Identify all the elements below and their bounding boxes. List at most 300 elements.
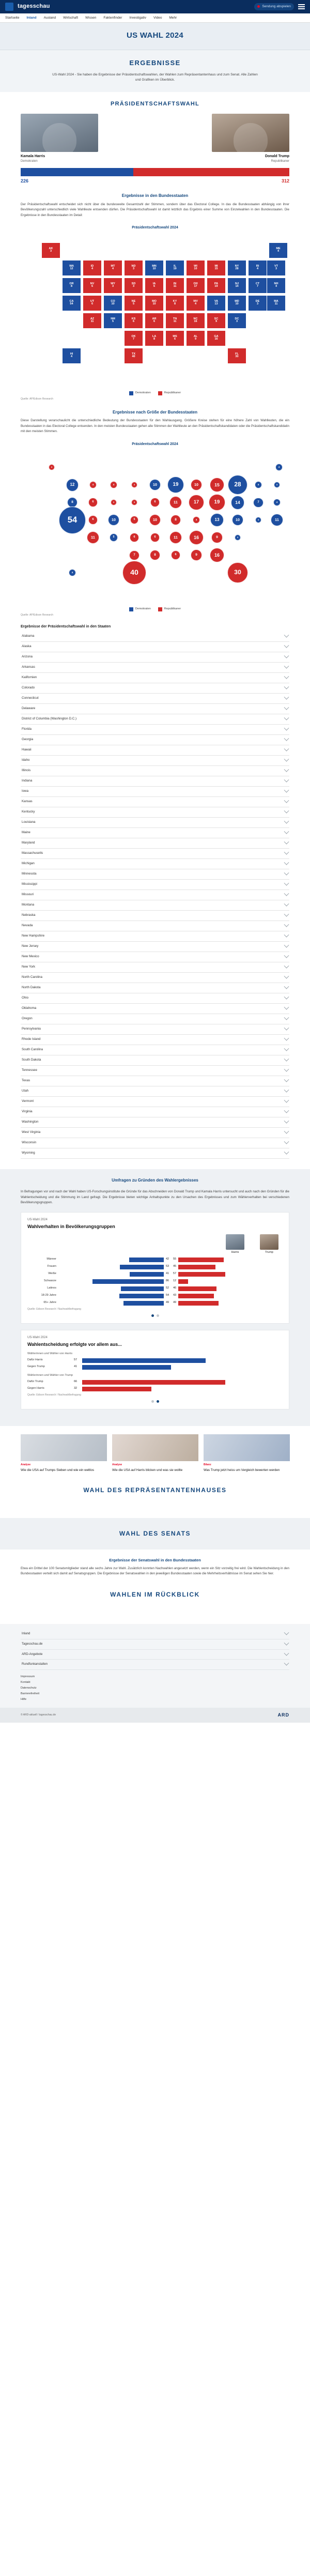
- chevron-down-icon: [284, 746, 289, 752]
- chevron-down-icon: [284, 974, 289, 979]
- bubble-state-wi[interactable]: 10: [191, 479, 203, 491]
- bubble-state-ia[interactable]: 6: [150, 498, 160, 507]
- state-accordion-row[interactable]: [21, 859, 289, 869]
- group-chart-row: [27, 1258, 283, 1262]
- state-accordion-row[interactable]: [21, 1107, 289, 1117]
- footer-row[interactable]: [21, 1639, 289, 1650]
- card1-cand-right: Trump: [265, 1250, 273, 1254]
- map-state-oh[interactable]: OH 17: [186, 278, 205, 294]
- chevron-down-icon: [284, 870, 289, 876]
- map-state-fl[interactable]: FL 30: [227, 348, 246, 364]
- map-state-va[interactable]: VA 13: [207, 295, 226, 311]
- state-accordion-row[interactable]: [21, 931, 289, 942]
- teaser-item[interactable]: [204, 1434, 290, 1473]
- teaser-title: Was Trump jetzt heiss um Vergleich bewerten werden: [204, 1468, 280, 1472]
- chevron-down-icon: [284, 953, 289, 958]
- motivation-row: [27, 1365, 283, 1370]
- footer-link-datenschutz[interactable]: Datenschutz: [21, 1686, 37, 1690]
- copyright: © ARD-aktuell / tagesschau.de: [21, 1713, 56, 1717]
- state-accordion-row[interactable]: [21, 880, 289, 890]
- bubble-state-ut[interactable]: 6: [88, 515, 98, 525]
- teaser-row-1: [21, 1434, 289, 1473]
- state-accordion-row[interactable]: [21, 652, 289, 663]
- bubble-state-fl[interactable]: 30: [227, 562, 247, 582]
- polls-heading: Umfragen zu Gründen des Wahlergebnisses: [112, 1177, 198, 1183]
- nav-item-wissen[interactable]: Wissen: [85, 16, 97, 20]
- state-accordion-row[interactable]: [21, 1024, 289, 1035]
- bubble-state-tn[interactable]: 11: [169, 531, 182, 544]
- state-accordion-row[interactable]: [21, 1076, 289, 1086]
- bubble-state-dc[interactable]: 3: [235, 534, 241, 541]
- legend-dem: Demokraten: [135, 391, 151, 394]
- state-accordion-label: Colorado: [22, 686, 35, 690]
- chevron-down-icon: [284, 1056, 289, 1062]
- chevron-down-icon: [284, 653, 289, 658]
- group-label: Latinos: [47, 1286, 56, 1290]
- bubble-state-va[interactable]: 13: [210, 513, 224, 527]
- bubble-state-nc[interactable]: 16: [189, 530, 204, 545]
- bar-harris: [129, 1258, 164, 1262]
- footer-row[interactable]: [21, 1650, 289, 1660]
- map-state-wi[interactable]: WI 10: [186, 260, 205, 276]
- chevron-down-icon: [284, 860, 289, 865]
- bubble-state-sd[interactable]: 3: [131, 499, 137, 505]
- chevron-down-icon: [284, 726, 289, 731]
- map-state-ia[interactable]: IA 6: [145, 278, 164, 294]
- map-state-wv[interactable]: WV 4: [186, 295, 205, 311]
- state-accordion-row[interactable]: [21, 869, 289, 880]
- chevron-down-icon: [284, 777, 289, 783]
- map-state-ak[interactable]: AK 3: [41, 242, 60, 258]
- bubble-state-il[interactable]: 19: [167, 477, 183, 493]
- state-accordion-row[interactable]: [21, 797, 289, 807]
- map-state-ri[interactable]: RI 4: [248, 260, 267, 276]
- electoral-bar-dem: [21, 168, 133, 176]
- map-state-md[interactable]: MD 10: [227, 295, 246, 311]
- live-dot-icon: [257, 5, 260, 8]
- state-accordion-row[interactable]: [21, 911, 289, 921]
- map-state-la[interactable]: LA 8: [145, 330, 164, 346]
- bubble-state-md[interactable]: 10: [232, 514, 244, 526]
- state-accordion-row[interactable]: [21, 973, 289, 983]
- bubble-state-oh[interactable]: 17: [189, 495, 204, 510]
- chevron-down-icon: [284, 1149, 289, 1154]
- footer-row-label: Inland: [22, 1632, 30, 1636]
- ard-logo: ARD: [277, 1712, 289, 1718]
- map-state-ct[interactable]: CT 7: [248, 278, 267, 294]
- bubble-state-me[interactable]: 4: [275, 464, 283, 471]
- chevron-down-icon: [284, 1118, 289, 1123]
- state-accordion-row[interactable]: [21, 1138, 289, 1148]
- bubble-state-pa[interactable]: 19: [209, 494, 225, 510]
- map-state-nh[interactable]: NH 4: [267, 278, 286, 294]
- state-accordion-row[interactable]: [21, 993, 289, 1004]
- chevron-down-icon: [284, 705, 289, 710]
- card1-pagination[interactable]: [27, 1314, 283, 1317]
- chevron-down-icon: [284, 736, 289, 741]
- trump-name: Donald Trump: [265, 155, 289, 159]
- chevron-down-icon: [284, 1650, 289, 1655]
- site-logo-text[interactable]: tagesschau: [18, 3, 50, 10]
- bar-harris: [123, 1301, 164, 1306]
- state-accordion-row[interactable]: [21, 673, 289, 683]
- map-state-ks[interactable]: KS 6: [124, 313, 143, 329]
- state-accordion-row[interactable]: [21, 787, 289, 797]
- bar-trump: [178, 1279, 188, 1284]
- value-harris: 52: [165, 1286, 169, 1290]
- map-state-ca[interactable]: CA 54: [62, 295, 81, 311]
- state-accordion-row[interactable]: [21, 663, 289, 673]
- value-harris: 53: [165, 1265, 169, 1268]
- bubble-state-mi[interactable]: 15: [210, 478, 224, 492]
- map-state-dc[interactable]: DC 3: [227, 313, 246, 329]
- state-accordion-row[interactable]: [21, 828, 289, 838]
- pagination-dot-1[interactable]: [151, 1314, 154, 1317]
- motivation-label: Gegen Harris: [27, 1387, 44, 1390]
- map-state-ar[interactable]: AR 6: [145, 313, 164, 329]
- chevron-down-icon: [284, 715, 289, 720]
- teaser-tag: Analyse: [112, 1463, 122, 1466]
- nav-item-investigativ[interactable]: Investigativ: [129, 16, 146, 20]
- state-accordion-row[interactable]: [21, 1055, 289, 1066]
- map-state-ky[interactable]: KY 8: [165, 295, 184, 311]
- card1-candidate-heads: [27, 1234, 283, 1255]
- harris-name: Kamala Harris: [21, 155, 45, 159]
- bubble-state-sc[interactable]: 9: [211, 532, 223, 543]
- group-label: Weiße: [48, 1272, 56, 1276]
- state-accordion-row[interactable]: [21, 704, 289, 714]
- state-accordion-row[interactable]: [21, 818, 289, 828]
- footer-row[interactable]: [21, 1660, 289, 1670]
- state-accordion-row[interactable]: [21, 766, 289, 776]
- bar-trump: [178, 1294, 214, 1298]
- state-accordion-label: Georgia: [22, 738, 34, 742]
- map-state-id[interactable]: ID 4: [83, 260, 102, 276]
- state-accordion-row[interactable]: [21, 714, 289, 725]
- bubble-state-nh[interactable]: 4: [273, 499, 281, 506]
- trump-party: Republikaner: [271, 160, 289, 163]
- bubble-state-wa[interactable]: 12: [66, 479, 79, 492]
- state-accordion-row[interactable]: [21, 1097, 289, 1107]
- bubble-state-co[interactable]: 10: [108, 514, 120, 526]
- state-accordion-label: Kalifornien: [22, 676, 37, 680]
- group-vote-chart: [27, 1258, 283, 1306]
- state-accordion-row[interactable]: [21, 890, 289, 900]
- bubble-state-mn[interactable]: 10: [149, 479, 161, 491]
- nav-item-faktenfinder[interactable]: Faktenfinder: [103, 16, 122, 20]
- footer-link-kontakt[interactable]: Kontakt: [21, 1681, 30, 1684]
- chevron-down-icon: [284, 1108, 289, 1113]
- value-harris: 42: [165, 1258, 169, 1261]
- footer-link-hilfe[interactable]: Hilfe: [21, 1698, 27, 1701]
- map-state-or[interactable]: OR 8: [62, 278, 81, 294]
- map-state-pa[interactable]: PA 19: [207, 278, 226, 294]
- map-state-ga[interactable]: GA 16: [207, 330, 226, 346]
- value-harris: 54: [165, 1294, 169, 1297]
- map-state-hi[interactable]: HI 4: [62, 348, 81, 364]
- map1-caption: Präsidentschaftswahl 2024: [132, 226, 178, 230]
- state-accordion-row[interactable]: [21, 694, 289, 704]
- map-state-me[interactable]: ME 4: [269, 242, 288, 258]
- map-state-sc[interactable]: SC 9: [207, 313, 226, 329]
- state-accordion-label: North Dakota: [22, 985, 41, 989]
- state-accordion-row[interactable]: [21, 776, 289, 787]
- harris-thumb: [226, 1234, 244, 1250]
- state-accordion-label: Alaska: [22, 645, 32, 649]
- pagination-dot-a[interactable]: [151, 1400, 154, 1403]
- state-accordion-row[interactable]: [21, 983, 289, 993]
- bubble-state-ks[interactable]: 6: [130, 533, 139, 542]
- state-accordion-row[interactable]: [21, 942, 289, 952]
- state-accordion-label: Washington: [22, 1120, 39, 1124]
- map-state-ne[interactable]: NE 5: [124, 295, 143, 311]
- bubble-state-al[interactable]: 9: [191, 549, 202, 561]
- pagination-dot-2[interactable]: [157, 1314, 159, 1317]
- nav-item-inland[interactable]: Inland: [26, 16, 37, 20]
- bubble-state-az[interactable]: 11: [87, 531, 99, 544]
- bubble-state-ri[interactable]: 4: [255, 481, 262, 488]
- bubble-state-vt[interactable]: 3: [274, 482, 280, 488]
- map-state-tn[interactable]: TN 11: [165, 313, 184, 329]
- state-accordion-label: District of Columbia (Washington D.C.): [22, 717, 77, 721]
- bubble-state-mo[interactable]: 10: [149, 514, 161, 526]
- hamburger-menu-icon[interactable]: [298, 4, 305, 9]
- map-state-sd[interactable]: SD 3: [124, 278, 143, 294]
- state-accordion-row[interactable]: [21, 1066, 289, 1076]
- chevron-down-icon: [284, 1077, 289, 1082]
- value-harris: 41: [165, 1272, 169, 1276]
- value-trump: 55: [173, 1258, 177, 1261]
- chevron-down-icon: [284, 1067, 289, 1072]
- pagination-dot-b[interactable]: [157, 1400, 159, 1403]
- nav-item-startseite[interactable]: Startseite: [5, 16, 20, 20]
- results-section-header: [0, 50, 310, 93]
- chevron-down-icon: [284, 695, 289, 700]
- bubble-state-ky[interactable]: 8: [171, 515, 181, 525]
- state-accordion-row[interactable]: [21, 1086, 289, 1097]
- state-accordion-row[interactable]: [21, 849, 289, 859]
- legend-rep: Republikaner: [164, 391, 181, 394]
- chevron-down-icon: [284, 1036, 289, 1041]
- bubble-state-la[interactable]: 8: [150, 550, 160, 560]
- motivation-bar: [82, 1387, 151, 1391]
- chevron-down-icon: [284, 767, 289, 772]
- state-accordion-label: Missouri: [22, 893, 34, 897]
- map-state-mo[interactable]: MO 10: [145, 295, 164, 311]
- chevron-down-icon: [284, 881, 289, 886]
- value-harris: 49: [165, 1301, 169, 1305]
- map-state-mt[interactable]: MT 4: [103, 260, 122, 276]
- chevron-down-icon: [284, 1630, 289, 1635]
- state-accordion-label: Nevada: [22, 924, 33, 928]
- chevron-down-icon: [284, 1046, 289, 1051]
- state-accordion-row[interactable]: [21, 1045, 289, 1055]
- state-accordion-row[interactable]: [21, 1128, 289, 1138]
- state-accordion-row[interactable]: [21, 745, 289, 756]
- teaser-item[interactable]: [112, 1434, 198, 1473]
- state-accordion-label: Arkansas: [22, 665, 35, 669]
- bubble-state-de[interactable]: 3: [255, 517, 261, 523]
- teaser-image: [21, 1434, 107, 1461]
- bubble-state-tx[interactable]: 40: [122, 561, 146, 585]
- state-accordion-row[interactable]: [21, 683, 289, 694]
- state-accordion-label: West Virginia: [22, 1130, 41, 1134]
- state-accordion-row[interactable]: [21, 838, 289, 849]
- footer-links: [21, 1674, 289, 1703]
- bubble-state-wv[interactable]: 4: [193, 516, 200, 524]
- poll-card-groups: [21, 1212, 289, 1324]
- state-accordion-label: Illinois: [22, 769, 31, 773]
- candidate-trump: [212, 114, 289, 164]
- map-state-nv[interactable]: NV 6: [83, 278, 102, 294]
- us-electoral-map[interactable]: [21, 233, 289, 388]
- chevron-down-icon: [284, 819, 289, 824]
- state-accordion-label: Idaho: [22, 758, 30, 762]
- tagesschau-logo-icon[interactable]: [5, 3, 13, 11]
- state-accordion-row[interactable]: [21, 735, 289, 745]
- motivation-bar: [82, 1380, 225, 1385]
- bubble-state-ok[interactable]: 7: [129, 550, 139, 560]
- bubble-state-in[interactable]: 11: [169, 496, 182, 509]
- bubble-state-hi[interactable]: 4: [69, 569, 76, 576]
- map-state-nd[interactable]: ND 3: [124, 260, 143, 276]
- state-accordion-label: Virginia: [22, 1109, 33, 1113]
- state-accordion-row[interactable]: [21, 952, 289, 962]
- bubble-state-ny[interactable]: 28: [228, 475, 247, 495]
- bubble-state-wy[interactable]: 3: [111, 499, 117, 505]
- state-accordion-label: Minnesota: [22, 872, 37, 876]
- bubble-state-ma[interactable]: 11: [271, 514, 283, 526]
- value-trump: 12: [173, 1279, 177, 1283]
- bar-harris: [92, 1279, 164, 1284]
- bubble-state-ct[interactable]: 7: [253, 498, 263, 508]
- state-accordion-row[interactable]: [21, 1014, 289, 1024]
- state-accordion-row[interactable]: [21, 921, 289, 931]
- footer-link-barrierefreiheit[interactable]: Barrierefreiheit: [21, 1692, 40, 1696]
- state-accordion-row[interactable]: [21, 1004, 289, 1014]
- state-accordion-label: Utah: [22, 1088, 29, 1093]
- footer-row[interactable]: [21, 1629, 289, 1639]
- results-intro: US-Wahl 2024 - Sie haben die Ergebnisse der Präsidentschaftswahlen, der Wahlen zum Repräsentantenhaus und zum Senat. Alle Zahlen und Grafiken im Überblick.: [52, 72, 258, 82]
- map-state-wy[interactable]: WY 3: [103, 278, 122, 294]
- nav-item-wirtschaft[interactable]: Wirtschaft: [63, 16, 79, 20]
- card2-pagination[interactable]: [27, 1400, 283, 1403]
- state-accordion-row[interactable]: [21, 1148, 289, 1159]
- state-accordion-row[interactable]: [21, 725, 289, 735]
- map-state-il[interactable]: IL 19: [165, 260, 184, 276]
- map-state-az[interactable]: AZ 11: [83, 313, 102, 329]
- teaser-item[interactable]: [21, 1434, 107, 1473]
- live-player-label: Sendung abspielen: [262, 5, 291, 9]
- bubble-state-mt[interactable]: 4: [110, 481, 117, 488]
- chevron-down-icon: [284, 633, 289, 638]
- map-state-ms[interactable]: MS 6: [165, 330, 184, 346]
- chevron-down-icon: [284, 963, 289, 969]
- state-accordion-label: Iowa: [22, 789, 29, 793]
- page-title-band: [0, 23, 310, 50]
- live-player-button[interactable]: [254, 3, 294, 10]
- footer-link-impressum[interactable]: Impressum: [21, 1675, 35, 1679]
- senate-states-box: [21, 1558, 289, 1577]
- chevron-down-icon: [284, 1640, 289, 1646]
- motivation-value: 41: [74, 1365, 78, 1369]
- bar-harris: [130, 1272, 164, 1277]
- map-state-tx[interactable]: TX 40: [124, 348, 143, 364]
- footer: [0, 1624, 310, 1723]
- motivation-value: 32: [74, 1387, 78, 1390]
- card1-kicker: US-Wahl 2024: [27, 1218, 48, 1221]
- bubble-state-nj[interactable]: 14: [231, 496, 245, 510]
- state-accordion-row[interactable]: [21, 642, 289, 652]
- bubble-state-ca[interactable]: 54: [59, 507, 86, 534]
- map-state-al[interactable]: AL 9: [186, 330, 205, 346]
- chevron-down-icon: [284, 922, 289, 927]
- harris-party: Demokraten: [21, 160, 38, 163]
- state-accordion-label: Maine: [22, 831, 30, 835]
- map-state-ma[interactable]: MA 11: [267, 295, 286, 311]
- state-accordion-label: Ohio: [22, 995, 29, 1000]
- bubble-state-ak[interactable]: 3: [49, 464, 55, 470]
- bubble-state-ar[interactable]: 6: [150, 533, 160, 542]
- map-state-in[interactable]: IN 11: [165, 278, 184, 294]
- bubble-state-or[interactable]: 8: [67, 497, 78, 508]
- chevron-down-icon: [284, 1005, 289, 1010]
- bubble-state-id[interactable]: 4: [89, 481, 97, 488]
- nav-item-video[interactable]: Video: [153, 16, 162, 20]
- map-state-mn[interactable]: MN 10: [145, 260, 164, 276]
- map-state-vt[interactable]: VT 3: [267, 260, 286, 276]
- bubble-state-ne[interactable]: 5: [130, 516, 138, 524]
- card1-cand-left: Harris: [231, 1250, 239, 1254]
- bubble-state-ga[interactable]: 16: [210, 548, 225, 563]
- nav-item-mehr[interactable]: Mehr: [169, 16, 177, 20]
- state-accordion-row[interactable]: [21, 756, 289, 766]
- motivation-value: 57: [74, 1358, 78, 1362]
- map-state-nc[interactable]: NC 16: [186, 313, 205, 329]
- motivation-bar: [82, 1358, 206, 1363]
- map-state-wa[interactable]: WA 12: [62, 260, 81, 276]
- us-bubble-map[interactable]: [21, 449, 289, 604]
- state-accordion-label: Vermont: [22, 1099, 34, 1103]
- chevron-down-icon: [284, 994, 289, 1000]
- bubble-state-nd[interactable]: 3: [131, 482, 137, 488]
- candidate-harris: [21, 114, 98, 164]
- state-accordion-row[interactable]: [21, 807, 289, 818]
- state-accordion-row[interactable]: [21, 1035, 289, 1045]
- map-state-nj[interactable]: NJ 14: [227, 278, 246, 294]
- state-accordion-label: Massachusetts: [22, 851, 43, 855]
- state-accordion-row[interactable]: [21, 962, 289, 973]
- state-accordion-label: Oregon: [22, 1016, 33, 1020]
- map-state-de[interactable]: DE 3: [248, 295, 267, 311]
- map-state-co[interactable]: CO 10: [103, 295, 122, 311]
- state-accordion-row[interactable]: [21, 900, 289, 911]
- nav-item-ausland[interactable]: Ausland: [43, 16, 56, 20]
- map-state-nm[interactable]: NM 5: [103, 313, 122, 329]
- state-accordion-label: Michigan: [22, 862, 35, 866]
- map-state-ut[interactable]: UT 6: [83, 295, 102, 311]
- state-accordion-label: Alabama: [22, 634, 35, 638]
- bubble-state-ms[interactable]: 6: [171, 550, 180, 560]
- bubble-state-nv[interactable]: 6: [88, 498, 98, 507]
- map-state-ok[interactable]: OK 7: [124, 330, 143, 346]
- map-state-ny[interactable]: NY 28: [227, 260, 246, 276]
- map-state-mi[interactable]: MI 15: [207, 260, 226, 276]
- bubble-state-nm[interactable]: 5: [110, 533, 118, 542]
- house-section-heading: WAHL DES REPRÄSENTANTENHAUSES: [0, 1473, 310, 1508]
- state-accordion-row[interactable]: [21, 632, 289, 642]
- state-accordion-row[interactable]: [21, 1117, 289, 1128]
